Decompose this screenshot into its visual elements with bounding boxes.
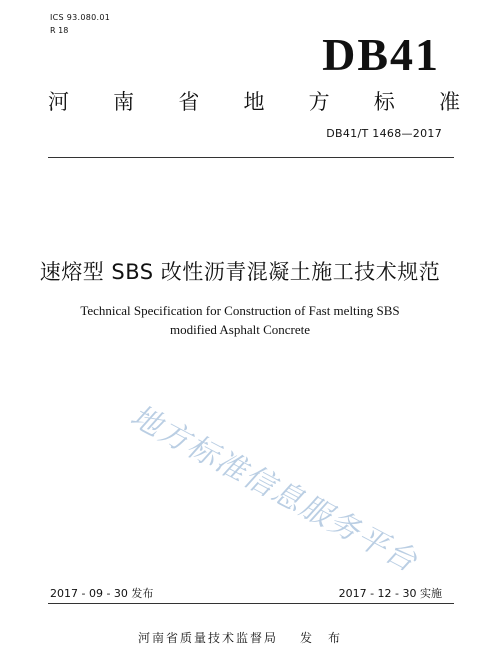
standard-type (48, 88, 460, 116)
issuer-line (0, 630, 480, 646)
standard-type-char: 地 (243, 90, 265, 114)
standard-type-char: 标 (373, 90, 395, 114)
standard-type-char: 南 (113, 90, 135, 114)
title-chinese: 速熔型 SBS 改性沥青混凝土施工技术规范 (39, 260, 441, 284)
issue-word: 发 布 (300, 631, 343, 645)
footer-divider (48, 603, 454, 604)
issuer-name: 河南省质量技术监督局 (137, 631, 278, 645)
header-divider (48, 157, 454, 158)
ics-code: ICS 93.080.01 (50, 13, 111, 22)
implement-date: 2017 - 12 - 30 实施 (338, 587, 442, 600)
standard-type-char: 准 (438, 90, 460, 114)
db-code-logo: DB41 (322, 29, 440, 80)
standard-number: DB41/T 1468—2017 (326, 127, 442, 140)
standard-type-char: 方 (308, 90, 330, 114)
publish-date: 2017 - 09 - 30 发布 (50, 587, 154, 600)
classification-code: R 18 (50, 26, 69, 35)
title-english: Technical Specification for Construction of Fast melting SBS modified Asphalt Concrete (80, 303, 400, 337)
standard-type-char: 省 (178, 90, 200, 114)
watermark: 地方标准信息服务平台 (124, 398, 424, 580)
standard-type-char: 河 (48, 90, 69, 114)
